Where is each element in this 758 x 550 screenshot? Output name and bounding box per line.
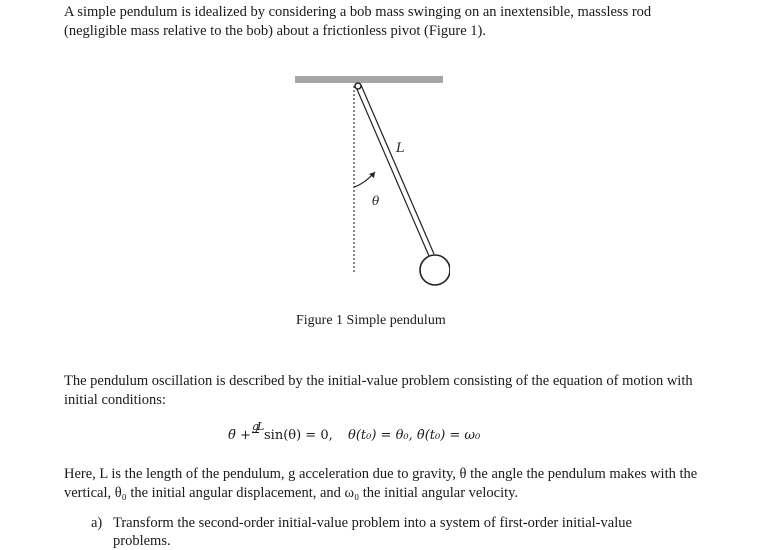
pendulum-figure: [290, 72, 450, 294]
ceiling-bar: [295, 76, 443, 83]
intro-paragraph: A simple pendulum is idealized by considering a bob mass swinging on an inextensible, massless rod (negligible mass relative to the bob) about a frictionless pivot (Figure 1).: [64, 4, 652, 39]
figure-caption: Figure 1 Simple pendulum: [296, 313, 446, 328]
equation-of-motion: [228, 420, 648, 452]
pendulum-rod-edge-a: [356, 87, 429, 256]
pivot-point: [355, 83, 361, 89]
fraction-denominator: L: [257, 420, 265, 433]
definitions-paragraph: Here, L is the length of the pendulum, g acceleration due to gravity, θ the angle the pendulum makes with the vertical, θ₀ the initial angular displacement, and ω₀ the initial angular velocity.: [64, 466, 698, 501]
pendulum-rod-edge-b: [361, 85, 434, 254]
part-a-label: a): [91, 515, 103, 531]
initial-conditions: θ(t₀) = θ₀, θ̇(t₀) = ω₀: [348, 428, 481, 443]
pendulum-bob: [420, 255, 450, 285]
angle-label: θ: [372, 194, 380, 208]
sine-term: sin(θ) = 0,: [264, 428, 333, 443]
part-a-text: Transform the second-order initial-value problem into a system of first-order initial-value problems.: [113, 515, 632, 549]
fraction-numerator: g: [252, 420, 260, 433]
ivp-paragraph: The pendulum oscillation is described by the initial-value problem consisting of the equation of motion with initial conditions:: [64, 373, 693, 408]
theta-double-dot: θ̈ +: [228, 428, 251, 443]
rod-label: L: [396, 141, 405, 156]
